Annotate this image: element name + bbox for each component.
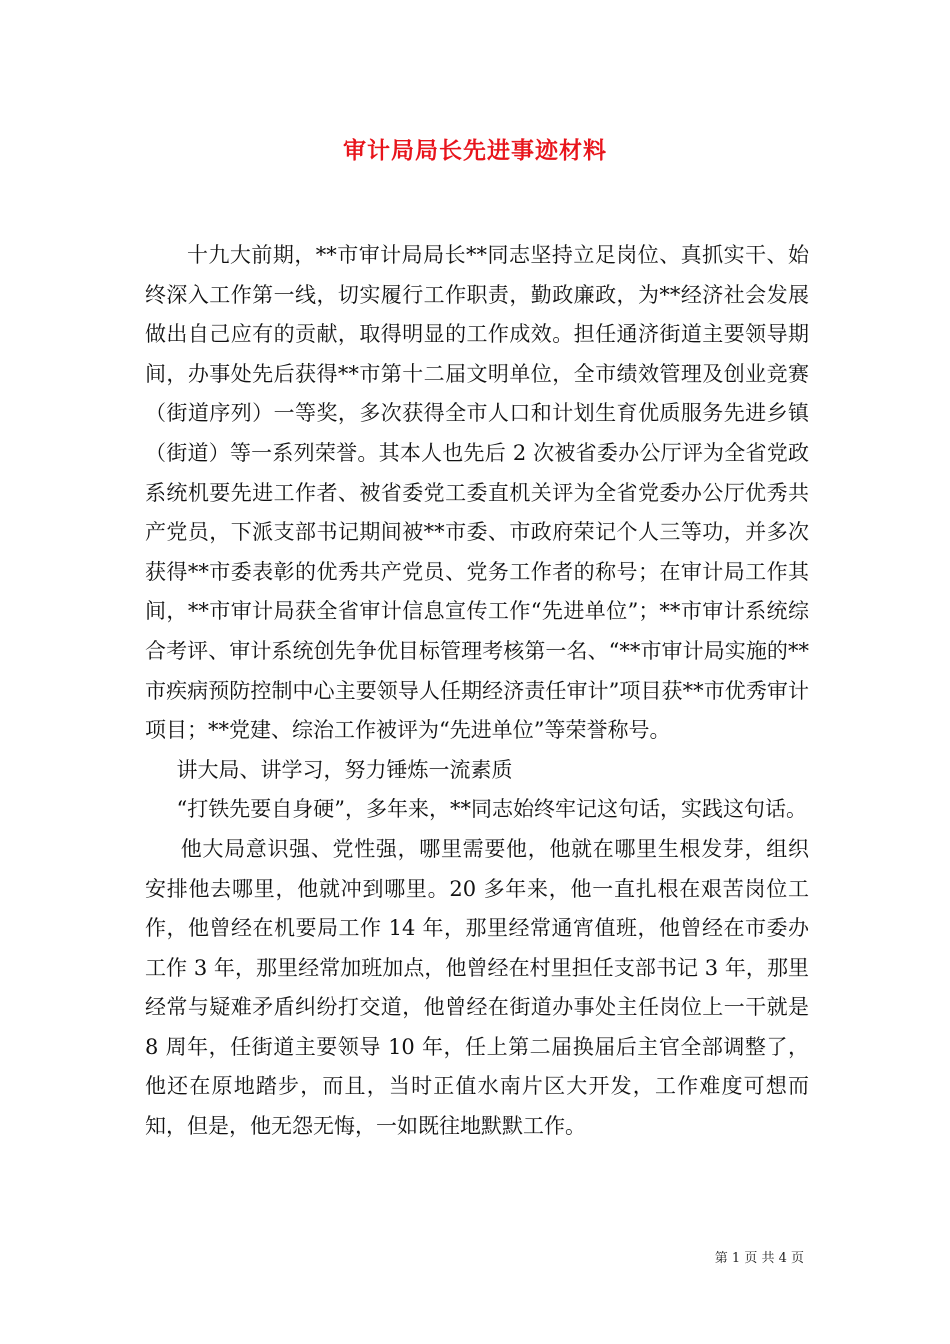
document-title: 审计局局长先进事迹材料 bbox=[343, 137, 607, 164]
paragraph-quote: “打铁先要自身硬”，多年来，**同志始终牢记这句话，实践这句话。 bbox=[176, 797, 807, 822]
document-body bbox=[145, 236, 809, 1147]
section-heading: 讲大局、讲学习，努力锤炼一流素质 bbox=[176, 757, 513, 782]
paragraph-career: 他大局意识强、党性强，哪里需要他，他就在哪里生根发芽，组织安排他去哪里，他就冲到哪里。20 多年来，他一直扎根在艰苦岗位工作，他曾经在机要局工作 14 年，那里经常通宵值班，他曾经在市委办工作 3 年，那里经常加班加点，他曾经在村里担任支部书记 3 年，那里经常与疑难矛盾纠纷打交道，他曾经在街道办事处主任岗位上一干就是 8 周年，任街道主要领导 10 年，任上第二届换届后主官全部调整了，他还在原地踏步，而且，当时正值水南片区大开发，工作难度可想而知，但是，他无怨无悔，一如既往地默默工作。 bbox=[145, 836, 809, 1139]
paragraph-intro: 十九大前期，**市审计局局长**同志坚持立足岗位、真抓实干、始终深入工作第一线，切实履行工作职责，勤政廉政，为**经济社会发展做出自己应有的贡献，取得明显的工作成效。担任通济街道主要领导期间，办事处先后获得**市第十二届文明单位，全市绩效管理及创业竞赛（街道序列）一等奖，多次获得全市人口和计划生育优质服务先进乡镇（街道）等一系列荣誉。其本人也先后 2 次被省委办公厅评为全省党政系统机要先进工作者、被省委党工委直机关评为全省党委办公厅优秀共产党员，下派支部书记期间被**市委、市政府荣记个人三等功，并多次获得**市委表彰的优秀共产党员、党务工作者的称号；在审计局工作其间，**市审计局获全省审计信息宣传工作“先进单位”；**市审计系统综合考评、审计系统创先争优目标管理考核第一名、“**市审计局实施的**市疾病预防控制中心主要领导人任期经济责任审计”项目获**市优秀审计项目；**党建、综治工作被评为“先进单位”等荣誉称号。 bbox=[145, 243, 809, 743]
page-number: 第 1 页 共 4 页 bbox=[714, 1251, 804, 1266]
